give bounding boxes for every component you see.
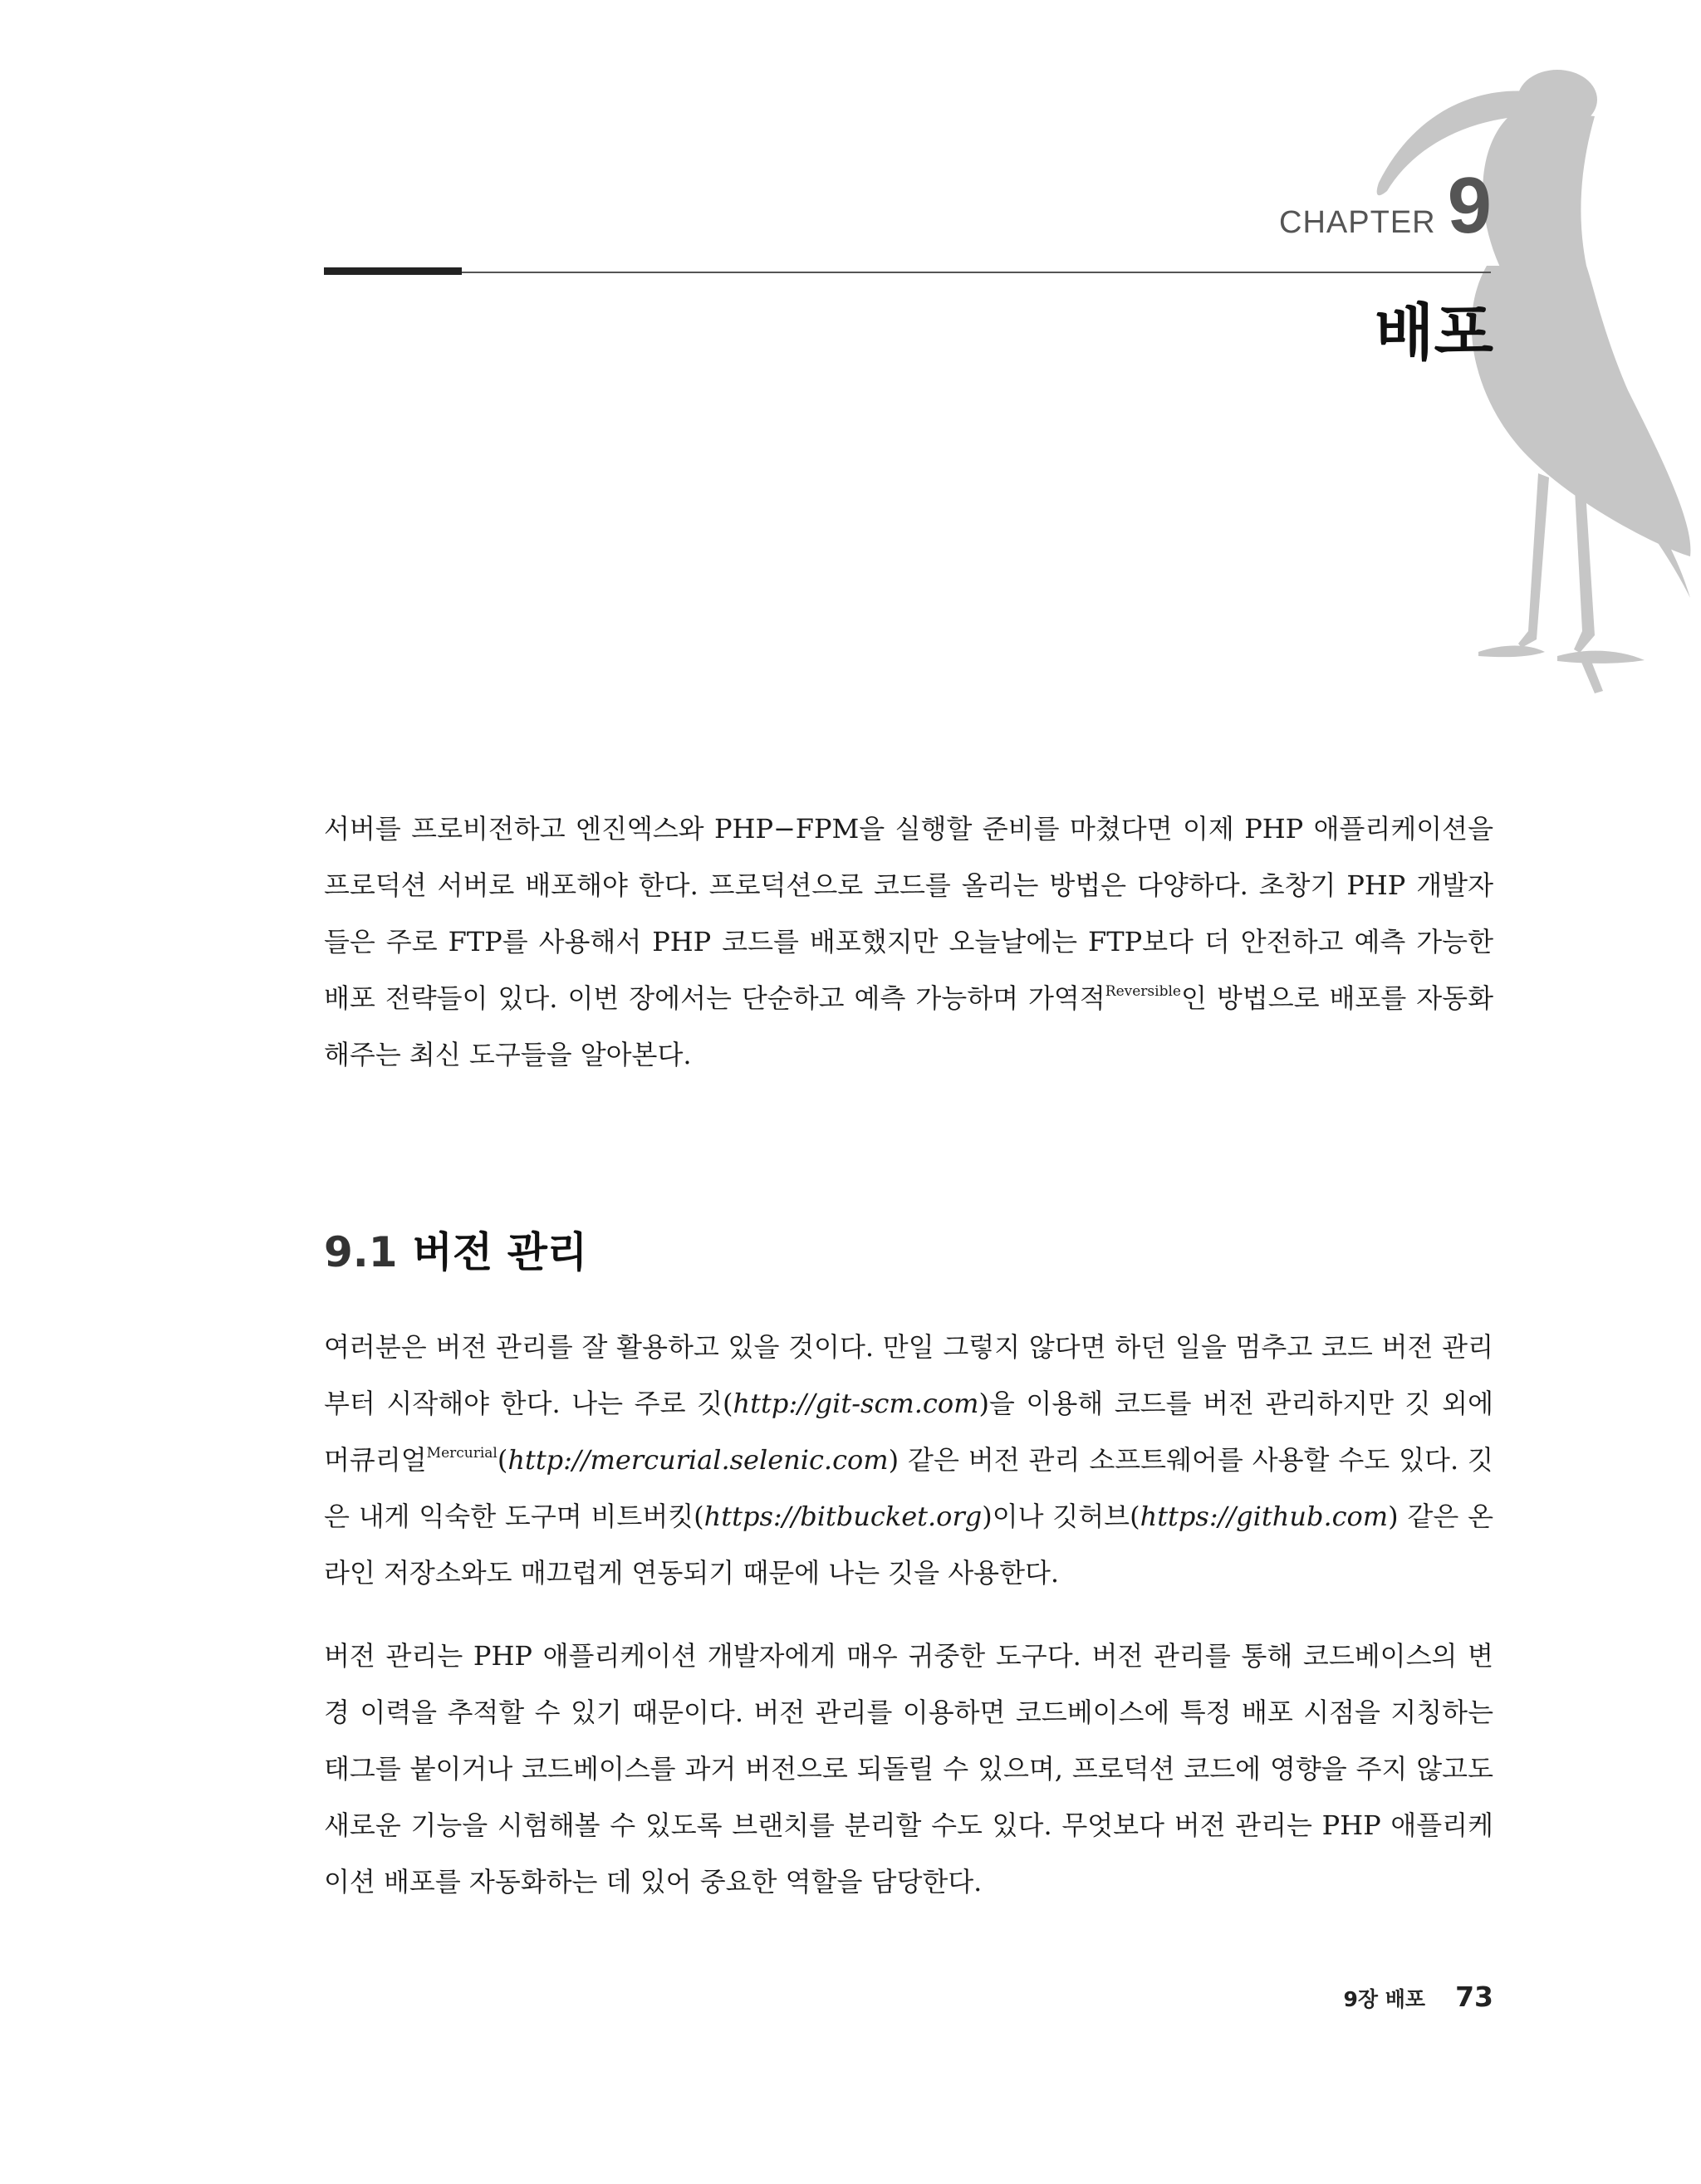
link-mercurial[interactable]: http://mercurial.selenic.com [507,1444,889,1476]
intro-text-2: 인 방법으로 배포를 자동화해주는 최신 도구들을 알아본다. [324,982,1493,1070]
intro-text-1: 서버를 프로비전하고 엔진엑스와 PHP−FPM을 실행할 준비를 마쳤다면 이제 PHP 애플리케이션을 프로덕션 서버로 배포해야 한다. 프로덕션으로 코드를 올리는 방법은 다양하다. 초창기 PHP 개발자들은 주로 FTP를 사용해서 PHP 코드를 배포했지만 오늘날에는 FTP보다 더 안전하고 예측 가능한 배포 전략들이 있다. 이번 장에서는 단순하고 예측 가능하며 가역적 [324,813,1493,1014]
p1-text-1: 여러분은 버전 관리를 잘 활용하고 있을 것이다. 만일 그렇지 않다면 하던 일을 멈추고 코드 버전 관리부터 시작해야 한다. 나는 주로 깃( [324,1331,1493,1419]
page-footer [1344,1981,1494,2013]
p2-text: 버전 관리는 PHP 애플리케이션 개발자에게 매우 귀중한 도구다. 버전 관리를 통해 코드베이스의 변경 이력을 추적할 수 있기 때문이다. 버전 관리를 이용하면 코드베이스에 특정 배포 시점을 지칭하는 태그를 붙이거나 코드베이스를 과거 버전으로 되돌릴 수 있으며, 프로덕션 코드에 영향을 주지 않고도 새로운 기능을 시험해볼 수 있도록 브랜치를 분리할 수도 있다. 무엇보다 버전 관리는 PHP 애플리케이션 배포를 자동화하는 데 있어 중요한 역할을 담당한다. [324,1640,1493,1898]
p1-text-2: )을 이용해 코드를 버전 관리하지만 깃 외에 머큐리얼 [324,1388,1493,1476]
intro-sup-reversible: Reversible [1105,983,1181,1000]
footer-chapter-label: 9장 배포 [1343,1987,1426,2011]
p1-text-5: )이나 깃허브( [982,1501,1140,1532]
intro-paragraph [324,801,1493,1083]
chapter-rule-thin [324,272,1491,273]
p1-sup-mercurial: Mercurial [426,1445,498,1462]
chapter-label [1279,161,1492,250]
chapter-rule-thick [324,267,462,275]
p1-text-6: ) 같은 온라인 저장소와도 매끄럽게 연동되기 때문에 나는 깃을 사용한다. [324,1501,1494,1589]
chapter-word: CHAPTER [1279,205,1436,240]
link-git-scm[interactable]: http://git-scm.com [733,1388,979,1419]
page-number: 73 [1455,1981,1493,2013]
link-bitbucket[interactable]: https://bitbucket.org [703,1501,983,1532]
section-paragraph-1 [324,1319,1493,1601]
section-heading [324,1227,587,1277]
section-number: 9.1 [324,1228,398,1276]
section-title: 버전 관리 [412,1228,588,1276]
chapter-title: 배포 [1375,297,1493,369]
link-github[interactable]: https://github.com [1140,1501,1389,1532]
section-paragraph-2 [324,1628,1493,1910]
chapter-number: 9 [1447,161,1492,250]
p1-text-3: ( [497,1444,508,1476]
p1-text-4: ) 같은 버전 관리 소프트웨어를 사용할 수도 있다. 깃은 내게 익숙한 도구며 비트버킷( [324,1444,1493,1532]
ibis-illustration [1229,58,1694,698]
